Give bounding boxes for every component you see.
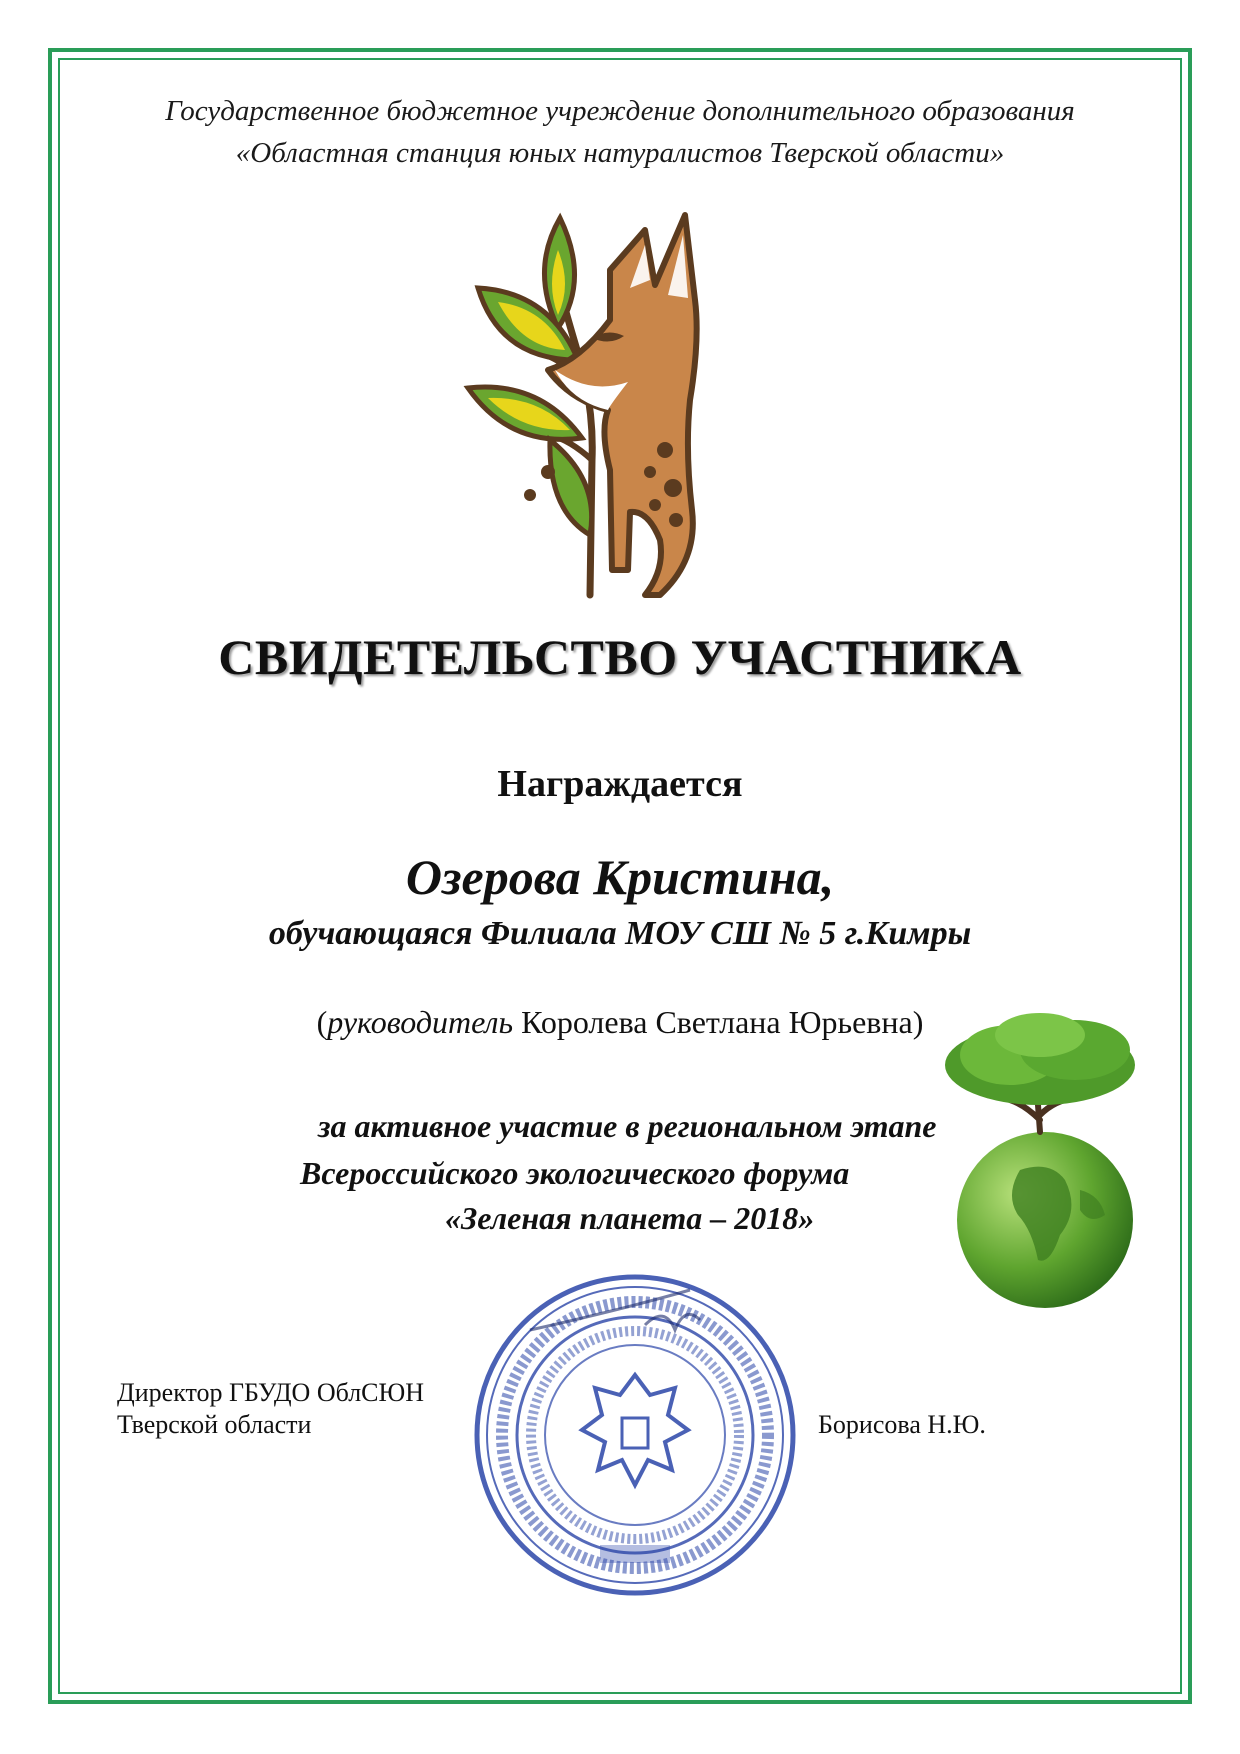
awarded-label: Награждается (497, 763, 743, 805)
director-name: Борисова Н.Ю. (818, 1410, 986, 1439)
tree-globe-icon (940, 1010, 1150, 1310)
fox-leaf-logo-icon (460, 210, 780, 600)
director-position-line1: Директор ГБУДО ОблСЮН (117, 1378, 425, 1407)
org-name-line1: Государственное бюджетное учреждение дополнительного образования (165, 95, 1075, 127)
reason-line2: Всероссийского экологического форума (300, 1155, 850, 1191)
supervisor-open-paren: ( (316, 1004, 328, 1040)
org-name-line2: «Областная станция юных натуралистов Тверской области» (235, 137, 1005, 169)
supervisor-role: руководитель (327, 1004, 514, 1040)
reason-line3: «Зеленая планета – 2018» (445, 1200, 815, 1236)
reason-line1: за активное участие в региональном этапе (318, 1108, 937, 1144)
director-position-line2: Тверской области (117, 1410, 312, 1439)
certificate-title: СВИДЕТЕЛЬСТВО УЧАСТНИКА (218, 629, 1022, 685)
recipient-name: Озерова Кристина, (405, 849, 835, 905)
recipient-school: обучающаяся Филиала МОУ СШ № 5 г.Кимры (268, 915, 972, 952)
supervisor-name: Королева Светлана Юрьевна) (521, 1004, 924, 1040)
official-seal-icon (470, 1270, 800, 1600)
